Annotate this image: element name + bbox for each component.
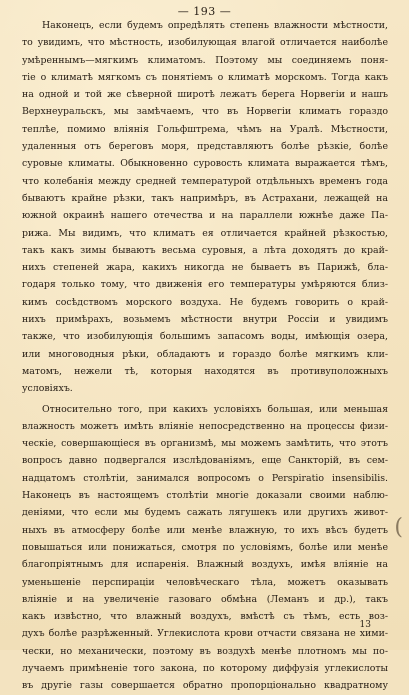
text-line: суровые климаты. Обыкновенно суровость климата выражается тѣмъ, — [22, 158, 388, 170]
text-line: благопріятнымъ для испаренія. Влажный воздухъ, имѣя вліяніе на — [22, 559, 388, 571]
page-number: — 193 — — [177, 5, 232, 18]
text-line: повышаться или понижаться, смотря по условіямъ, болѣе или менѣе — [22, 541, 388, 553]
text-line: въ другіе газы совершается обратно пропорціонально квадратному — [22, 680, 388, 692]
text-line: чески, но механически, поэтому въ воздухѣ менѣе плотномъ мы по- — [22, 645, 388, 657]
text-line: Наконецъ въ настоящемъ столѣтіи многіе доказали своими наблю- — [22, 490, 388, 502]
text-line: такъ какъ зимы бываютъ весьма суровыя, а лѣта доходятъ до край- — [22, 244, 388, 256]
paragraph-1 — [22, 17, 388, 398]
printer-signature: 13 — [359, 620, 371, 630]
text-line: духъ болѣе разрѣженный. Углекислота крови отчасти связана не хими- — [22, 628, 388, 640]
text-line: ческіе, совершающіеся въ организмѣ, мы можемъ замѣтить, что этотъ — [22, 438, 388, 450]
text-line: матомъ, нежели тѣ, которыя находятся въ противуположныхъ — [22, 365, 388, 377]
text-line: нихъ примѣрахъ, возьмемъ мѣстности внутри Россіи и увидимъ — [22, 314, 388, 326]
text-line: что колебанія между средней температурой отдѣльныхъ временъ года — [22, 175, 388, 187]
text-line: на одной и той же сѣверной широтѣ лежатъ берега Норвегіи и нашъ — [22, 89, 388, 101]
text-line: рижа. Мы видимъ, что климатъ ея отличается крайней рѣзкостью, — [22, 227, 388, 239]
text-line: ныхъ въ атмосферу болѣе или менѣе влажную, то ихъ вѣсъ будетъ — [22, 524, 388, 536]
text-line: уменьшеніе перспираціи человѣческаго тѣла, можетъ оказывать — [22, 576, 388, 588]
text-line: Относительно того, при какихъ условіяхъ большая, или меньшая — [42, 403, 388, 415]
text-line: лучаемъ примѣненіе того закона, по которому диффузія углекислоты — [22, 662, 388, 674]
margin-pencil-mark: ( — [394, 515, 403, 540]
text-line: или многоводныя рѣки, обладаютъ и гораздо болѣе мягкимъ кли- — [22, 348, 388, 360]
text-line: вліяніе и на увеличеніе газоваго обмѣна (Леманъ и др.), такъ — [22, 593, 388, 605]
text-line: вопросъ давно подвергался изслѣдованіямъ, еще Санкторій, въ сем- — [22, 455, 388, 467]
text-line: годаря только тому, что движенія его температуры умѣряются близ- — [22, 279, 388, 291]
text-line: бываютъ крайне рѣзки, такъ напримѣръ, въ Астрахани, лежащей на — [22, 192, 388, 204]
text-line: какъ извѣстно, что влажный воздухъ, вмѣстѣ съ тѣмъ, есть воз- — [22, 611, 388, 623]
text-line: умѣреннымъ—мягкимъ климатомъ. Поэтому мы соединяемъ поня- — [22, 54, 388, 66]
text-line: тіе о климатѣ мягкомъ съ понятіемъ о климатѣ морскомъ. Тогда какъ — [22, 71, 388, 83]
text-line: кимъ сосѣдствомъ морского воздуха. Не будемъ говорить о край- — [22, 296, 388, 308]
text-line: удаленныя отъ береговъ моря, представляютъ болѣе рѣзкіе, болѣе — [22, 141, 388, 153]
paragraph-2 — [22, 401, 388, 695]
text-line: условіяхъ. — [22, 383, 73, 395]
text-line: Наконецъ, если будемъ опредѣлять степень влажности мѣстности, — [42, 20, 388, 31]
text-line: южной окраинѣ нашего отечества и на параллели южнѣе даже Па- — [22, 210, 388, 222]
page-body — [22, 17, 388, 695]
text-line: надцатомъ столѣтіи, занимался вопросомъ о Perspiratio insensibilis. — [22, 472, 388, 484]
text-line: деніями, что если мы будемъ сажать лягушекъ или другихъ живот- — [22, 507, 388, 519]
text-line: влажность можетъ имѣть вліяніе непосредственно на процессы физи- — [22, 420, 388, 432]
text-line: теплѣе, помимо вліянія Гольфштрема, чѣмъ на Уралѣ. Мѣстности, — [22, 123, 388, 135]
text-line: Верхнеуральскъ, мы замѣчаемъ, что въ Норвегіи климатъ гораздо — [22, 106, 388, 118]
text-line: также, что изобилующія большимъ запасомъ воды, имѣющія озера, — [22, 331, 388, 343]
text-line: нихъ степеней жара, какихъ никогда не бываетъ въ Парижѣ, бла- — [22, 262, 388, 274]
text-line: то увидимъ, что мѣстность, изобилующая влагой отличается наиболѣе — [22, 37, 388, 49]
